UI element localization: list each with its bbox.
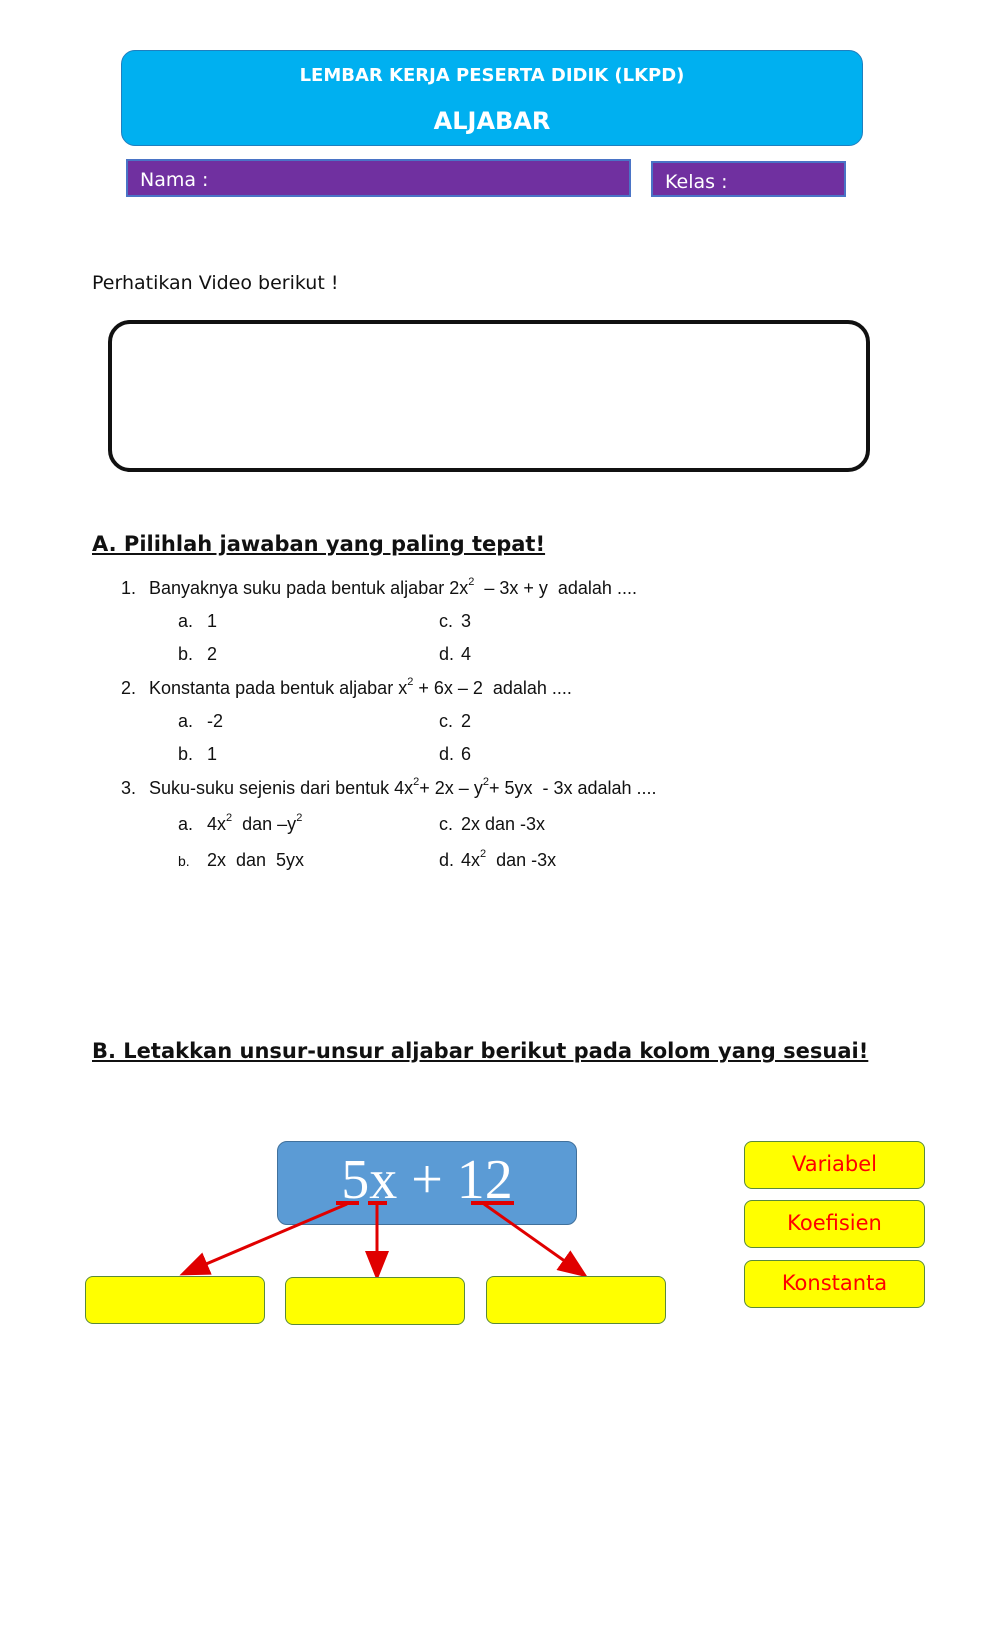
- name-field[interactable]: Nama :: [126, 159, 631, 197]
- question-3: 3. Suku-suku sejenis dari bentuk $4x^2+ 2x - y^2+ 5yx - 3x$ adalah ....: [121, 776, 657, 798]
- arrow-to-right-box: [484, 1204, 583, 1274]
- question-1: 1. Banyaknya suku pada bentuk aljabar $2x^2 - 3x + y$ adalah ....: [121, 576, 637, 598]
- q1-option-d[interactable]: d. 4: [439, 644, 472, 664]
- label-koefisien[interactable]: Koefisien: [744, 1200, 925, 1248]
- header-subtitle: LEMBAR KERJA PESERTA DIDIK (LKPD): [299, 65, 685, 86]
- q2-option-b[interactable]: b. 1: [178, 744, 218, 764]
- drop-box-3[interactable]: [486, 1276, 666, 1324]
- label-variabel[interactable]: Variabel: [744, 1141, 925, 1189]
- header-title: ALJABAR: [433, 107, 551, 135]
- section-a-title: A. Pilihlah jawaban yang paling tepat!: [92, 532, 546, 556]
- q3-option-d[interactable]: d. $4x^2$ dan -3x: [439, 848, 557, 870]
- q2-option-c[interactable]: c. 2: [439, 711, 472, 731]
- q3-option-a[interactable]: a. $4x^2$ dan $-y^2$: [178, 812, 303, 834]
- drop-box-1[interactable]: [85, 1276, 265, 1324]
- drop-box-2[interactable]: [285, 1277, 465, 1325]
- video-instruction: Perhatikan Video berikut !: [92, 272, 339, 294]
- q1-option-c[interactable]: c. 3: [439, 611, 472, 631]
- q1-option-b[interactable]: b. 2: [178, 644, 218, 664]
- q3-option-c[interactable]: c. 2x dan -3x: [439, 814, 546, 834]
- q2-option-d[interactable]: d. 6: [439, 744, 472, 764]
- expression-text: 5x + 12: [341, 1149, 513, 1211]
- q3-option-b[interactable]: b. 2x dan 5yx: [178, 850, 305, 870]
- arrow-to-left-box: [185, 1204, 347, 1273]
- question-number: 2.: [121, 678, 137, 698]
- class-field[interactable]: Kelas :: [651, 161, 846, 197]
- question-2: 2. Konstanta pada bentuk aljabar $x^2 + 6x - 2$ adalah ....: [121, 676, 572, 698]
- label-konstanta[interactable]: Konstanta: [744, 1260, 925, 1308]
- section-b-title: B. Letakkan unsur-unsur aljabar berikut pada kolom yang sesuai!: [92, 1039, 869, 1063]
- question-number: 3.: [121, 778, 137, 798]
- question-number: 1.: [121, 578, 137, 598]
- q1-option-a[interactable]: a. 1: [178, 611, 218, 631]
- q2-option-a[interactable]: a. -2: [178, 711, 224, 731]
